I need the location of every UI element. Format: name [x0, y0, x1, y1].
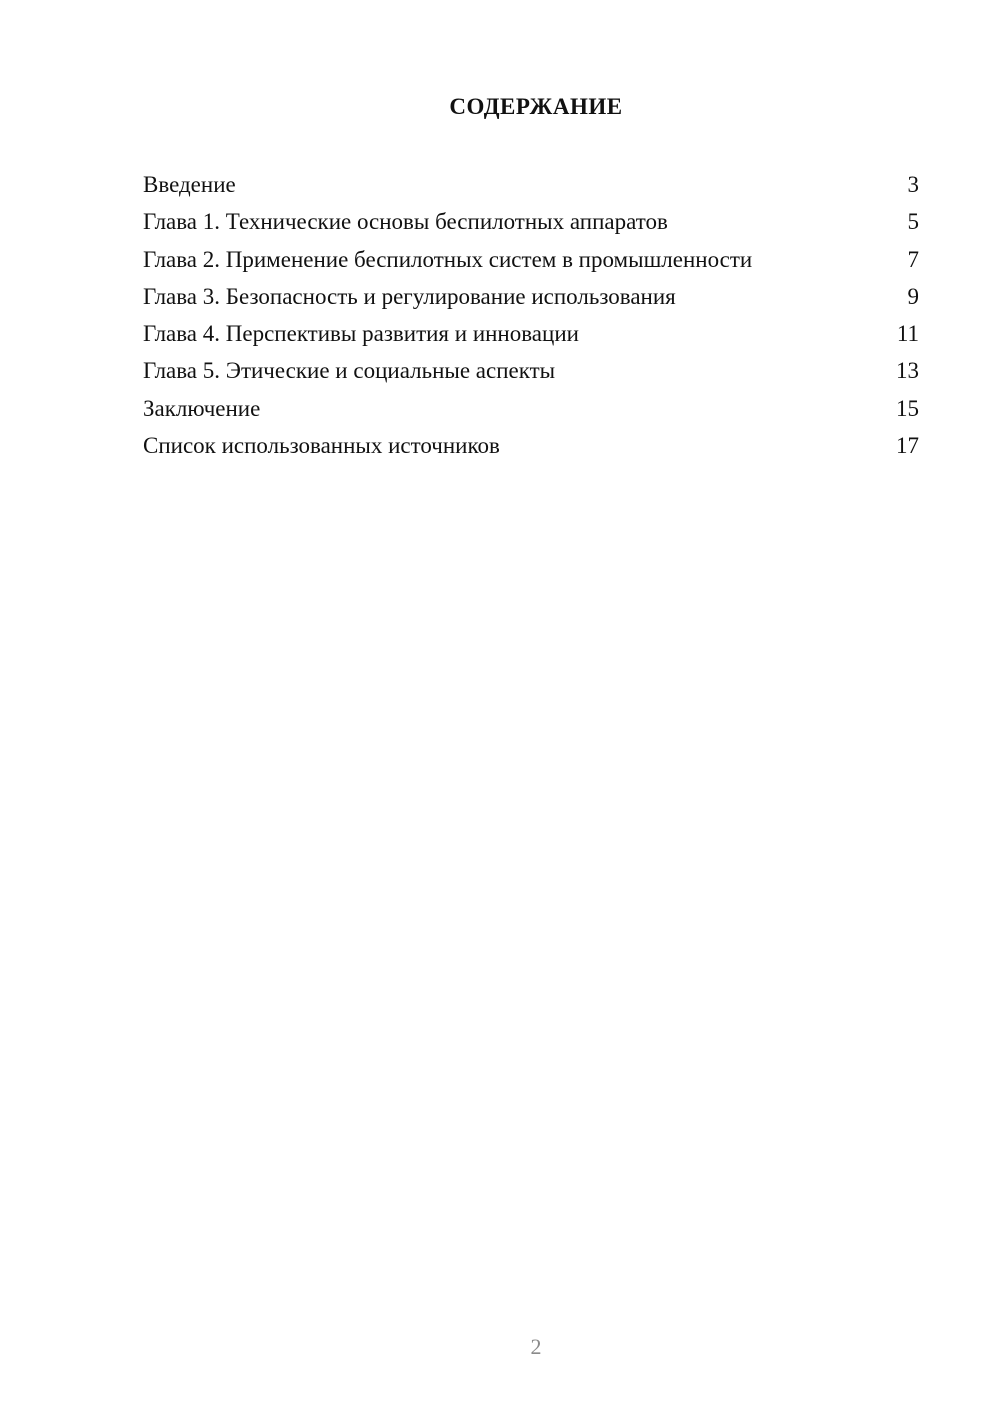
toc-entry-page: 7: [907, 246, 919, 272]
toc-entry-label: Глава 2. Применение беспилотных систем в промышленности: [143, 246, 753, 272]
toc-entry-label: Глава 1. Технические основы беспилотных аппаратов: [143, 209, 668, 235]
toc-entry-conclusion: [143, 392, 919, 429]
toc-entry-page: 11: [896, 321, 919, 347]
toc-entry-chapter-4: [143, 317, 919, 354]
toc-entry-label: Список использованных источников: [143, 433, 500, 459]
toc-entry-chapter-3: [143, 280, 919, 317]
toc-entry-label: Глава 5. Этические и социальные аспекты: [143, 358, 556, 384]
toc-entry-page: 3: [907, 172, 919, 197]
toc-entry-label: Глава 4. Перспективы развития и инновации: [143, 321, 579, 347]
toc-entry-page: 15: [896, 395, 919, 421]
toc-entry-page: 13: [896, 358, 919, 384]
toc-entry-chapter-5: [143, 354, 919, 391]
toc-entry-label: Заключение: [143, 395, 261, 421]
toc-entry-page: 17: [896, 433, 919, 459]
toc-entry-label: Глава 3. Безопасность и регулирование использования: [143, 283, 676, 309]
toc-entry-chapter-2: [143, 243, 919, 280]
toc-entry-chapter-1: [143, 205, 919, 242]
table-of-contents: [143, 168, 919, 466]
toc-heading: СОДЕРЖАНИЕ: [449, 94, 623, 119]
toc-entry-introduction: [143, 168, 919, 205]
toc-entry-label: Введение: [143, 172, 236, 197]
toc-entry-page: 9: [907, 283, 919, 309]
toc-entry-page: 5: [907, 209, 919, 235]
toc-entry-references: [143, 429, 919, 466]
page-number: 2: [530, 1334, 542, 1359]
